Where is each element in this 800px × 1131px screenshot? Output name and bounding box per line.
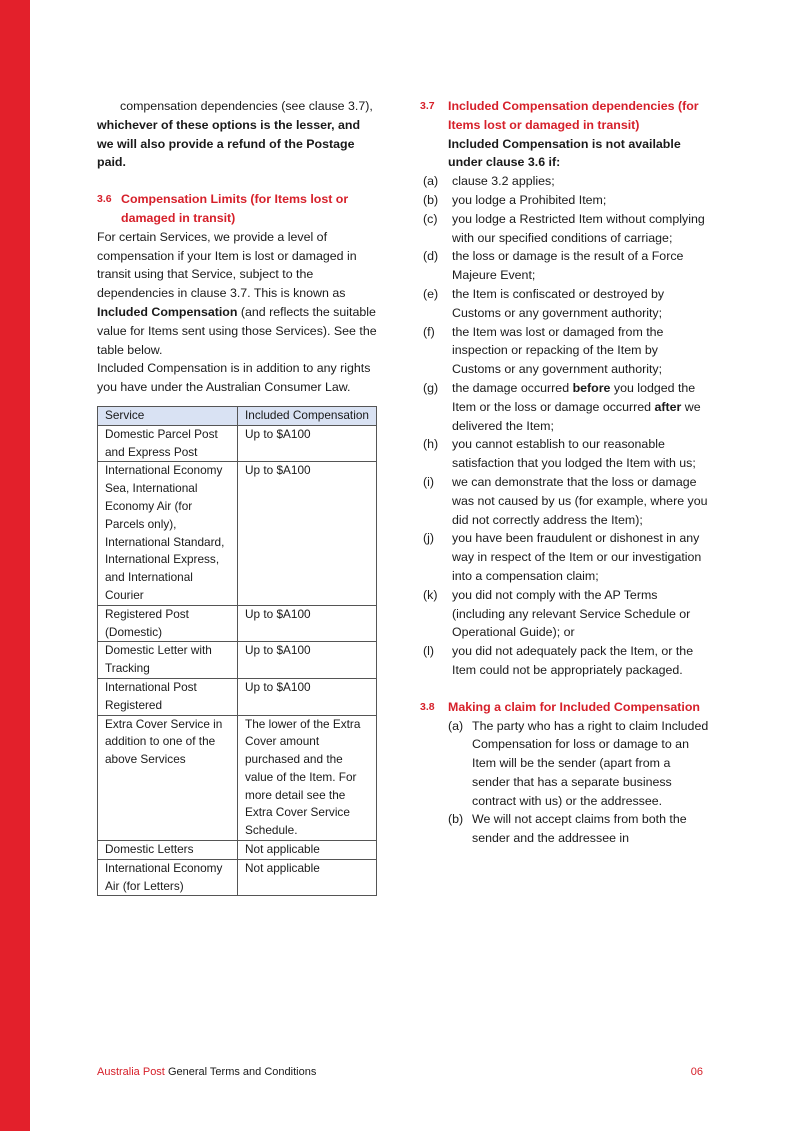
list-item-text: you have been fraudulent or dishonest in any way in respect of the Item or our investigation into a compensation claim; bbox=[452, 531, 702, 583]
section-number: 3.7 bbox=[420, 100, 435, 112]
table-row bbox=[98, 859, 377, 896]
table-row bbox=[98, 605, 377, 642]
list-item-text: you lodge a Prohibited Item; bbox=[452, 192, 607, 207]
section-number: 3.8 bbox=[420, 700, 435, 713]
list-item-text bbox=[452, 379, 710, 435]
table-cell: Registered Post (Domestic) bbox=[98, 605, 238, 642]
section-3-6-heading bbox=[97, 190, 379, 228]
section-title: Making a claim for Included Compensation bbox=[448, 699, 700, 714]
table-header-cell: Included Compensation bbox=[238, 406, 377, 425]
list-item-label: (a) bbox=[448, 718, 464, 733]
section-title: Included Compensation dependencies (for Items lost or damaged in transit) bbox=[448, 99, 699, 132]
table-row bbox=[98, 425, 377, 462]
list-item bbox=[420, 642, 710, 680]
list-item-label: (b) bbox=[448, 812, 464, 827]
section-3-7-intro: Included Compensation is not available under clause 3.6 if: bbox=[448, 136, 681, 170]
table-row bbox=[98, 642, 377, 679]
table-header-cell: Service bbox=[98, 406, 238, 425]
emphasis: after bbox=[654, 399, 682, 414]
list-item-text: The party who has a right to claim Included Compensation for loss or damage to an Item will be the sender (apart from a sender that has a separate business contract with us) or the addressee. bbox=[472, 718, 709, 808]
red-side-bar bbox=[0, 0, 30, 1131]
right-column bbox=[420, 97, 710, 848]
list-item-label: (i) bbox=[423, 474, 435, 489]
list-item bbox=[420, 586, 710, 642]
list-item-label: (d) bbox=[423, 249, 439, 264]
table-cell: Extra Cover Service in addition to one of the above Services bbox=[98, 715, 238, 841]
list-item bbox=[420, 323, 710, 379]
table-cell: Up to $A100 bbox=[238, 605, 377, 642]
table-cell: International Post Registered bbox=[98, 678, 238, 715]
list-item bbox=[448, 810, 710, 848]
table-cell: Up to $A100 bbox=[238, 425, 377, 462]
page-footer bbox=[97, 1063, 703, 1082]
table-cell: Not applicable bbox=[238, 859, 377, 896]
list-item-text: We will not accept claims from both the sender and the addressee in bbox=[472, 812, 687, 846]
list-item bbox=[448, 717, 710, 811]
list-item-label: (j) bbox=[423, 531, 435, 546]
section-3-7-list bbox=[420, 172, 710, 680]
table-row bbox=[98, 841, 377, 860]
table-row bbox=[98, 462, 377, 605]
footer-title bbox=[97, 1063, 316, 1082]
list-item bbox=[420, 172, 710, 191]
table-cell: Up to $A100 bbox=[238, 642, 377, 679]
list-item-label: (b) bbox=[423, 192, 439, 207]
list-item-text: you did not adequately pack the Item, or the Item could not be appropriately packaged. bbox=[452, 644, 694, 677]
para-text: (and reflects the suitable value for Items sent using those Services). See the table below. bbox=[97, 304, 377, 357]
list-item bbox=[420, 473, 710, 529]
list-item-label: (h) bbox=[423, 437, 439, 452]
list-item-label: (g) bbox=[423, 380, 439, 395]
list-item-label: (f) bbox=[423, 324, 435, 339]
table-cell: Domestic Parcel Post and Express Post bbox=[98, 425, 238, 462]
table-cell: International Economy Sea, International Economy Air (for Parcels only), International Standard, International Express, and International Courier bbox=[98, 462, 238, 605]
footer-brand: Australia Post bbox=[97, 1066, 165, 1078]
para-bold-term: Included Compensation bbox=[97, 304, 238, 319]
section-3-7-heading bbox=[420, 97, 710, 135]
list-item-label: (l) bbox=[423, 644, 435, 659]
list-item-text: you lodge a Restricted Item without complying with our specified conditions of carriage; bbox=[452, 211, 705, 245]
text-fragment: the damage occurred bbox=[452, 380, 570, 395]
emphasis: before bbox=[572, 380, 611, 395]
list-item bbox=[420, 191, 710, 210]
list-item bbox=[420, 285, 710, 323]
section-title: Compensation Limits (for Items lost or damaged in transit) bbox=[121, 192, 349, 225]
list-item-label: (a) bbox=[423, 174, 439, 189]
list-item bbox=[420, 379, 710, 435]
table-cell: Domestic Letters bbox=[98, 841, 238, 860]
table-cell: Up to $A100 bbox=[238, 462, 377, 605]
section-number: 3.6 bbox=[97, 193, 112, 206]
list-item-text: you cannot establish to our reasonable satisfaction that you lodged the Item with us; bbox=[452, 437, 696, 471]
text-fragment: we delivered the Item; bbox=[452, 399, 701, 433]
footer-doc-title: General Terms and Conditions bbox=[167, 1066, 317, 1078]
para-text: For certain Services, we provide a level of compensation if your Item is lost or damaged in transit using that Service, subject to the dependencies in clause 3.7. This is known as bbox=[97, 229, 357, 301]
table-cell: International Economy Air (for Letters) bbox=[98, 859, 238, 896]
list-item-text: the loss or damage is the result of a Force Majeure Event; bbox=[452, 249, 684, 283]
list-item bbox=[420, 210, 710, 248]
list-item-text: the Item was lost or damaged from the inspection or repacking of the Item by Customs or any government authority; bbox=[452, 324, 664, 377]
section-3-8-heading bbox=[420, 698, 710, 717]
list-item-text: you did not comply with the AP Terms (including any relevant Service Schedule or Operational Guide); or bbox=[452, 587, 691, 640]
intro-bold-text: whichever of these options is the lesser, and we will also provide a refund of the Postage paid. bbox=[97, 117, 361, 170]
list-item-text: we can demonstrate that the loss or damage was not caused by us (for example, where you did not correctly address the Item); bbox=[452, 474, 708, 527]
table-cell: Up to $A100 bbox=[238, 678, 377, 715]
section-3-6-paragraph-2: Included Compensation is in addition to any rights you have under the Australian Consumer Law. bbox=[97, 361, 371, 395]
table-header-row bbox=[98, 406, 377, 425]
table-row bbox=[98, 715, 377, 841]
list-item-label: (e) bbox=[423, 286, 439, 301]
section-3-6-paragraph bbox=[97, 228, 379, 360]
page-number: 06 bbox=[690, 1066, 703, 1078]
intro-continuation: compensation dependencies (see clause 3.7), bbox=[120, 99, 373, 113]
list-item-text: clause 3.2 applies; bbox=[452, 174, 555, 189]
left-column bbox=[97, 97, 379, 896]
list-item bbox=[420, 529, 710, 585]
table-cell: The lower of the Extra Cover amount purchased and the value of the Item. For more detail see the Extra Cover Service Schedule. bbox=[238, 715, 377, 841]
text-fragment: you lodged the Item or the loss or damage occurred bbox=[452, 380, 696, 414]
table-cell: Not applicable bbox=[238, 841, 377, 860]
list-item-label: (c) bbox=[423, 211, 438, 226]
list-item bbox=[420, 435, 710, 473]
compensation-table bbox=[97, 406, 377, 897]
section-3-8-list bbox=[420, 717, 710, 849]
list-item bbox=[420, 247, 710, 285]
list-item-label: (k) bbox=[423, 587, 438, 602]
list-item-text: the Item is confiscated or destroyed by Customs or any government authority; bbox=[452, 286, 665, 320]
table-row bbox=[98, 678, 377, 715]
table-cell: Domestic Letter with Tracking bbox=[98, 642, 238, 679]
